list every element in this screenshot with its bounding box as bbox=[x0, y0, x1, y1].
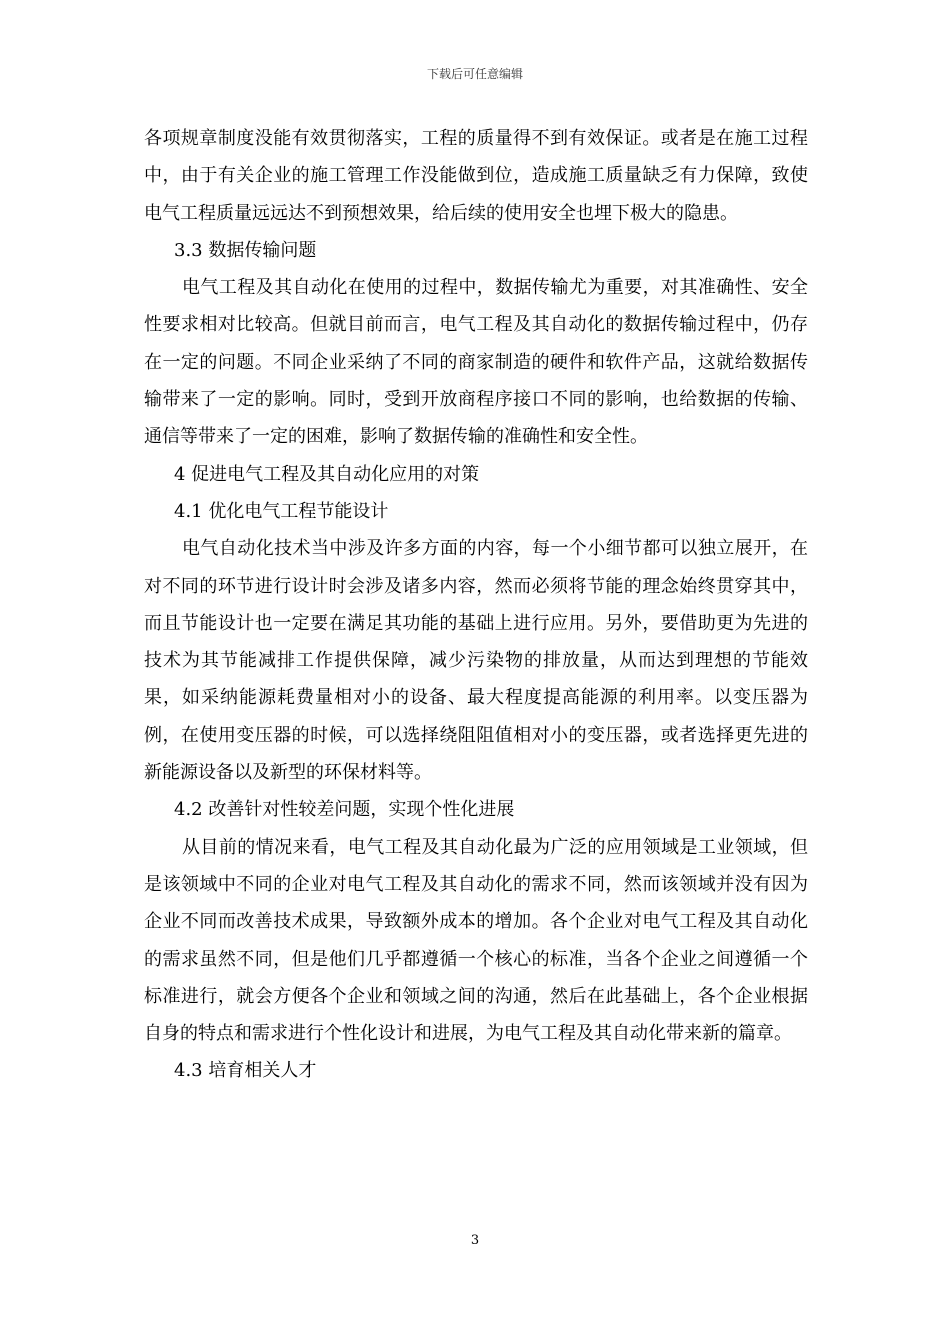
section-heading: 4.1 优化电气工程节能设计 bbox=[174, 500, 389, 522]
paragraph: 从目前的情况来看，电气工程及其自动化最为广泛的应用领域是工业领域，但是该领域中不同的企业对电气工程及其自动化的需求不同，然而该领域并没有因为企业不同而改善技术成果，导致额外成本的增加。各个企业对电气工程及其自动化的需求虽然不同，但是他们几乎都遵循一个核心的标准，当各个企业之间遵循一个标准进行，就会方便各个企业和领域之间的沟通，然后在此基础上，各个企业根据自身的特点和需求进行个性化设计和进展，为电气工程及其自动化带来新的篇章。 bbox=[144, 836, 808, 1045]
page-number: 3 bbox=[470, 1233, 480, 1248]
section-heading: 4.2 改善针对性较差问题，实现个性化进展 bbox=[174, 799, 515, 821]
page-header: 下载后可任意编辑 bbox=[426, 67, 523, 81]
paragraph: 各项规章制度没能有效贯彻落实，工程的质量得不到有效保证。或者是在施工过程中，由于有关企业的施工管理工作没能做到位，造成施工质量缺乏有力保障，致使电气工程质量远远达不到预想效果，给后续的使用安全也埋下极大的隐患。 bbox=[144, 128, 808, 224]
section-heading: 4.3 培育相关人才 bbox=[174, 1060, 317, 1082]
paragraph: 电气工程及其自动化在使用的过程中，数据传输尤为重要，对其准确性、安全性要求相对比较高。但就目前而言，电气工程及其自动化的数据传输过程中，仍存在一定的问题。不同企业采纳了不同的商家制造的硬件和软件产品，这就给数据传输带来了一定的影响。同时，受到开放商程序接口不同的影响，也给数据的传输、通信等带来了一定的困难，影响了数据传输的准确性和安全性。 bbox=[144, 277, 808, 448]
paragraph: 电气自动化技术当中涉及许多方面的内容，每一个小细节都可以独立展开，在对不同的环节进行设计时会涉及诸多内容，然而必须将节能的理念始终贯穿其中，而且节能设计也一定要在满足其功能的基础上进行应用。另外，要借助更为先进的技术为其节能减排工作提供保障，减少污染物的排放量，从而达到理想的节能效果，如采纳能源耗费量相对小的设备、最大程度提高能源的利用率。以变压器为例，在使用变压器的时候，可以选择绕阻阻值相对小的变压器，或者选择更先进的新能源设备以及新型的环保材料等。 bbox=[144, 538, 808, 784]
section-heading: 4 促进电气工程及其自动化应用的对策 bbox=[174, 463, 480, 485]
section-heading: 3.3 数据传输问题 bbox=[174, 239, 317, 261]
document-body bbox=[144, 120, 808, 1090]
